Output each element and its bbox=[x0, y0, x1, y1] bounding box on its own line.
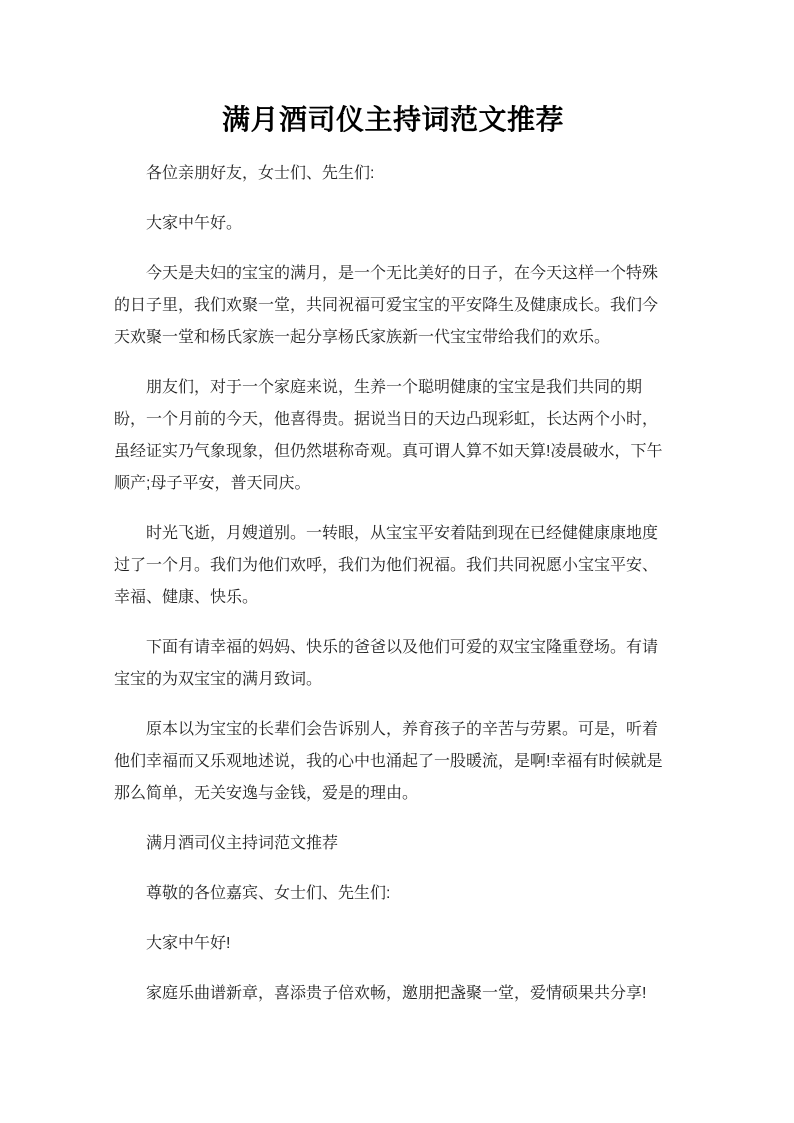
document-title: 满月酒司仪主持词范文推荐 bbox=[221, 104, 564, 135]
paragraph-closing-verse: 家庭乐曲谱新章，喜添贵子倍欢畅，邀朋把盏聚一堂，爱情硕果共分享! bbox=[146, 985, 647, 1002]
paragraph-subtitle: 满月酒司仪主持词范文推荐 bbox=[146, 835, 339, 852]
paragraph-salutation-2: 尊敬的各位嘉宾、女士们、先生们: bbox=[146, 885, 391, 902]
paragraph-salutation: 各位亲朋好友，女士们、先生们: bbox=[146, 165, 375, 182]
paragraph-reflection: 原本以为宝宝的长辈们会告诉别人，养育孩子的辛苦与劳累。可是，听着他们幸福而又乐观地述说，我的心中也涌起了一股暖流，是啊!幸福有时候就是那么简单，无关安逸与金钱，爱是的理由。 bbox=[114, 721, 663, 802]
paragraph-opening: 今天是夫妇的宝宝的满月，是一个无比美好的日子，在今天这样一个特殊的日子里，我们欢聚一堂，共同祝福可爱宝宝的平安降生及健康成长。我们今天欢聚一堂和杨氏家族一起分享杨氏家族新一代宝宝带给我们的欢乐。 bbox=[114, 265, 659, 346]
paragraph-greeting-2: 大家中午好! bbox=[146, 935, 231, 952]
paragraph-greeting: 大家中午好。 bbox=[146, 215, 243, 232]
paragraph-introduce: 下面有请幸福的妈妈、快乐的爸爸以及他们可爱的双宝宝隆重登场。有请宝宝的为双宝宝的满月致词。 bbox=[114, 639, 659, 688]
paragraph-friends: 朋友们，对于一个家庭来说，生养一个聪明健康的宝宝是我们共同的期盼，一个月前的今天，他喜得贵。据说当日的天边凸现彩虹，长达两个小时，虽经证实乃气象现象，但仍然堪称奇观。真可谓人算不如天算!凌晨破水，下午顺产;母子平安，普天同庆。 bbox=[114, 379, 663, 492]
document-body bbox=[114, 158, 672, 1010]
paragraph-time-flies: 时光飞逝，月嫂道别。一转眼，从宝宝平安着陆到现在已经健健康康地度过了一个月。我们为他们欢呼，我们为他们祝福。我们共同祝愿小宝宝平安、幸福、健康、快乐。 bbox=[114, 525, 659, 606]
